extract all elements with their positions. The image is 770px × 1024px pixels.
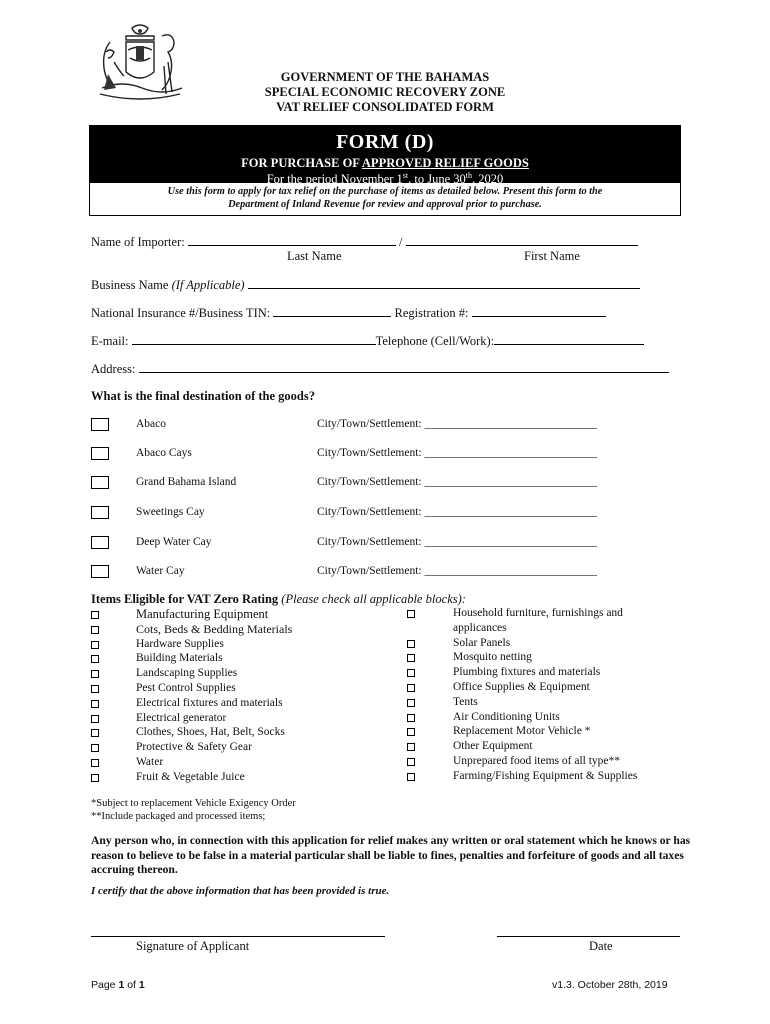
list-item[interactable]: Electrical generator: [91, 711, 391, 726]
footnotes: *Subject to replacement Vehicle Exigency Order **Include packaged and processed items;: [91, 798, 296, 822]
item-checkbox[interactable]: [91, 700, 99, 708]
list-item[interactable]: Replacement Motor Vehicle *: [407, 724, 697, 739]
item-checkbox[interactable]: [91, 655, 99, 663]
item-checkbox[interactable]: [91, 715, 99, 723]
list-item[interactable]: Tents: [407, 695, 697, 710]
items-heading: Items Eligible for VAT Zero Rating (Please check all applicable blocks):: [91, 592, 466, 606]
item-checkbox[interactable]: [91, 774, 99, 782]
certification-statement: I certify that the above information that has been provided is true.: [91, 885, 390, 897]
destination-checkbox[interactable]: [91, 536, 109, 549]
list-item-continuation: applicances: [453, 621, 507, 634]
list-item[interactable]: Farming/Fishing Equipment & Supplies: [407, 769, 697, 784]
list-item[interactable]: Other Equipment: [407, 739, 697, 754]
city-field[interactable]: City/Town/Settlement: ______________________________: [317, 565, 597, 577]
form-purpose: FOR PURCHASE OF APPROVED RELIEF GOODS: [241, 156, 529, 170]
item-checkbox[interactable]: [91, 611, 99, 619]
list-item[interactable]: Air Conditioning Units: [407, 710, 697, 725]
item-checkbox[interactable]: [407, 654, 415, 662]
destination-checkbox[interactable]: [91, 565, 109, 578]
legal-warning: Any person who, in connection with this application for relief makes any written or oral statement which he knows or has reason to believe to be false in a material particular shall be liable to fines, penalties and forfeiture of goods and all taxes accruing thereon.: [91, 834, 691, 876]
header-title-2: SPECIAL ECONOMIC RECOVERY ZONE: [264, 85, 506, 99]
destination-checkbox[interactable]: [91, 476, 109, 489]
business-name-field[interactable]: Business Name (If Applicable): [91, 277, 640, 293]
item-checkbox[interactable]: [91, 626, 99, 634]
list-item[interactable]: Hardware Supplies: [91, 637, 391, 652]
destination-checkbox[interactable]: [91, 418, 109, 431]
address-field[interactable]: Address:: [91, 361, 669, 377]
item-checkbox[interactable]: [91, 759, 99, 767]
city-field[interactable]: City/Town/Settlement: ______________________________: [317, 476, 597, 488]
form-title: FORM (D): [336, 131, 434, 153]
item-checkbox[interactable]: [91, 670, 99, 678]
items-right-list: [407, 606, 697, 784]
first-name-label: First Name: [524, 249, 580, 263]
city-field[interactable]: City/Town/Settlement: ______________________________: [317, 447, 597, 459]
destination-label: Abaco Cays: [136, 447, 192, 459]
destination-checkbox[interactable]: [91, 447, 109, 460]
list-item[interactable]: Landscaping Supplies: [91, 666, 391, 681]
city-field[interactable]: City/Town/Settlement: ______________________________: [317, 506, 597, 518]
destination-question: What is the final destination of the goods?: [91, 389, 315, 403]
item-checkbox[interactable]: [407, 684, 415, 692]
version-label: v1.3. October 28th, 2019: [552, 979, 668, 991]
item-checkbox[interactable]: [407, 610, 415, 618]
form-instructions: Use this form to apply for tax relief on the purchase of items as detailed below. Present this form to the Department of Inland Revenue for review and approval prior to purchase.: [89, 183, 681, 216]
city-field[interactable]: City/Town/Settlement: ______________________________: [317, 536, 597, 548]
item-checkbox[interactable]: [407, 669, 415, 677]
form-banner: [89, 125, 681, 187]
city-field[interactable]: City/Town/Settlement: ______________________________: [317, 418, 597, 430]
signature-label: Signature of Applicant: [136, 939, 250, 953]
destination-label: Abaco: [136, 418, 167, 430]
destination-checkbox[interactable]: [91, 506, 109, 519]
list-item[interactable]: Protective & Safety Gear: [91, 740, 391, 755]
list-item[interactable]: Building Materials: [91, 651, 391, 666]
destination-label: Deep Water Cay: [136, 536, 212, 548]
form-period: For the period November 1st, to June 30th, 2020: [266, 171, 504, 187]
item-checkbox[interactable]: [407, 714, 415, 722]
date-label: Date: [589, 939, 613, 953]
list-item[interactable]: Plumbing fixtures and materials: [407, 665, 697, 680]
nib-tin-field[interactable]: National Insurance #/Business TIN: Registration #:: [91, 305, 606, 321]
list-item[interactable]: Cots, Beds & Bedding Materials: [91, 622, 391, 637]
item-checkbox[interactable]: [407, 699, 415, 707]
item-checkbox[interactable]: [91, 685, 99, 693]
header-title-1: GOVERNMENT OF THE BAHAMAS: [280, 70, 490, 84]
item-checkbox[interactable]: [407, 743, 415, 751]
list-item[interactable]: Water: [91, 755, 391, 770]
list-item[interactable]: Unprepared food items of all type**: [407, 754, 697, 769]
list-item[interactable]: Fruit & Vegetable Juice: [91, 770, 391, 785]
items-left-list: [91, 607, 391, 785]
list-item[interactable]: Clothes, Shoes, Hat, Belt, Socks: [91, 725, 391, 740]
item-checkbox[interactable]: [91, 641, 99, 649]
last-name-label: Last Name: [287, 249, 342, 263]
item-checkbox[interactable]: [407, 773, 415, 781]
importer-name-field[interactable]: Name of Importer: /: [91, 234, 638, 250]
destination-label: Sweetings Cay: [136, 506, 205, 518]
list-item[interactable]: Household furniture, furnishings and: [407, 606, 697, 621]
item-checkbox[interactable]: [91, 744, 99, 752]
list-item[interactable]: Office Supplies & Equipment: [407, 680, 697, 695]
list-item[interactable]: Mosquito netting: [407, 650, 697, 665]
page-number: Page 1 of 1: [91, 979, 145, 991]
email-phone-field[interactable]: E-mail: Telephone (Cell/Work):: [91, 333, 644, 349]
signature-line[interactable]: [91, 936, 385, 937]
list-item[interactable]: Solar Panels: [407, 636, 697, 651]
list-item[interactable]: Pest Control Supplies: [91, 681, 391, 696]
item-checkbox[interactable]: [407, 758, 415, 766]
header-title-3: VAT RELIEF CONSOLIDATED FORM: [276, 100, 494, 114]
date-line[interactable]: [497, 936, 680, 937]
list-item[interactable]: Electrical fixtures and materials: [91, 696, 391, 711]
item-checkbox[interactable]: [407, 728, 415, 736]
destination-label: Water Cay: [136, 565, 185, 577]
item-checkbox[interactable]: [91, 729, 99, 737]
list-item[interactable]: Manufacturing Equipment: [91, 607, 391, 622]
destination-label: Grand Bahama Island: [136, 476, 237, 488]
item-checkbox[interactable]: [407, 640, 415, 648]
